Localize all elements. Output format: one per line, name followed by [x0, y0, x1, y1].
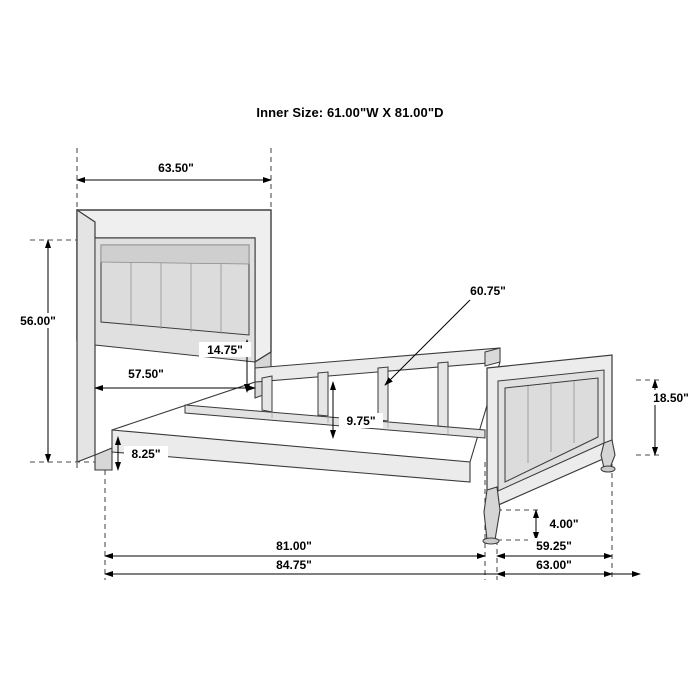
dim-footboard-depth: 59.25": [536, 539, 572, 553]
dim-footboard-height: 18.50": [653, 391, 689, 405]
dim-rail-clearance: 8.25": [131, 447, 161, 461]
page-title: Inner Size: 61.00"W X 81.00"D: [256, 105, 444, 120]
headboard: [77, 210, 271, 470]
dim-side-rail-inner: 60.75": [470, 284, 506, 298]
dim-bed-length-inner: 81.00": [276, 539, 312, 553]
footboard: [483, 348, 615, 544]
dim-headboard-width: 63.50": [158, 161, 194, 175]
dim-slat-height: 9.75": [346, 414, 376, 428]
dim-headboard-panel-width: 57.50": [128, 367, 164, 381]
dim-footboard-width: 63.00": [536, 558, 572, 572]
dim-headboard-height: 56.00": [20, 314, 56, 328]
dim-bed-length-overall: 84.75": [276, 558, 312, 572]
dim-foot-leg-height: 4.00": [549, 517, 579, 531]
dim-headboard-panel-height: 14.75": [207, 343, 243, 357]
